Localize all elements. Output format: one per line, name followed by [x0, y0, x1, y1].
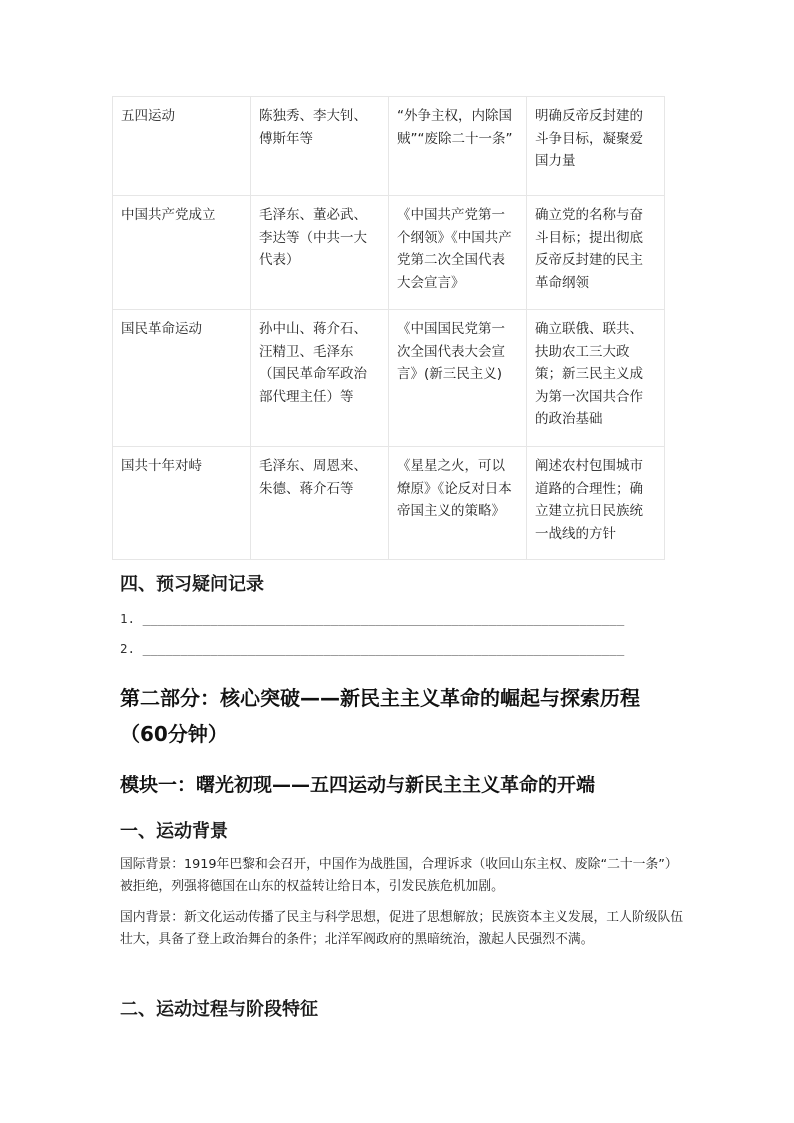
question-line-1: 1. ________________________________________________________________	[120, 611, 625, 626]
significance-cell: 阐述农村包围城市道路的合理性；确立建立抗日民族统一战线的方针	[527, 447, 665, 560]
table-row	[113, 97, 665, 196]
documents-cell: 《中国共产党第一个纲领》《中国共产党第二次全国代表大会宣言》	[389, 196, 527, 310]
documents-cell: 《中国国民党第一次全国代表大会宣言》(新三民主义)	[389, 310, 527, 447]
event-cell: 国共十年对峙	[113, 447, 251, 560]
events-table	[112, 96, 665, 560]
module-title: 模块一：曙光初现——五四运动与新民主主义革命的开端	[120, 774, 596, 796]
subsection-heading-process: 二、运动过程与阶段特征	[120, 999, 318, 1020]
documents-cell: “外争主权，内除国贼”“废除二十一条”	[389, 97, 527, 196]
part-title: 第二部分：核心突破——新民主主义革命的崛起与探索历程（60分钟）	[120, 686, 640, 746]
significance-cell: 明确反帝反封建的斗争目标，凝聚爱国力量	[527, 97, 665, 196]
event-cell: 五四运动	[113, 97, 251, 196]
domestic-background-paragraph: 国内背景：新文化运动传播了民主与科学思想，促进了思想解放；民族资本主义发展，工人阶级队伍壮大，具备了登上政治舞台的条件；北洋军阀政府的黑暗统治，激起人民强烈不满。	[120, 910, 684, 947]
event-cell: 国民革命运动	[113, 310, 251, 447]
question-line-2: 2. ________________________________________________________________	[120, 641, 625, 656]
table-row	[113, 447, 665, 560]
figures-cell: 陈独秀、李大钊、傅斯年等	[251, 97, 389, 196]
figures-cell: 毛泽东、董必武、李达等（中共一大代表）	[251, 196, 389, 310]
subsection-heading-background: 一、运动背景	[120, 821, 228, 842]
significance-cell: 确立党的名称与奋斗目标；提出彻底反帝反封建的民主革命纲领	[527, 196, 665, 310]
figures-cell: 毛泽东、周恩来、朱德、蒋介石等	[251, 447, 389, 560]
table-row	[113, 310, 665, 447]
figures-cell: 孙中山、蒋介石、汪精卫、毛泽东（国民革命军政治部代理主任）等	[251, 310, 389, 447]
table-row	[113, 196, 665, 310]
documents-cell: 《星星之火，可以燎原》《论反对日本帝国主义的策略》	[389, 447, 527, 560]
international-background-paragraph: 国际背景：1919年巴黎和会召开，中国作为战胜国，合理诉求（收回山东主权、废除“二十一条”）被拒绝，列强将德国在山东的权益转让给日本，引发民族危机加剧。	[120, 857, 678, 894]
section-heading-questions: 四、预习疑问记录	[120, 574, 264, 595]
significance-cell: 确立联俄、联共、扶助农工三大政策；新三民主义成为第一次国共合作的政治基础	[527, 310, 665, 447]
event-cell: 中国共产党成立	[113, 196, 251, 310]
